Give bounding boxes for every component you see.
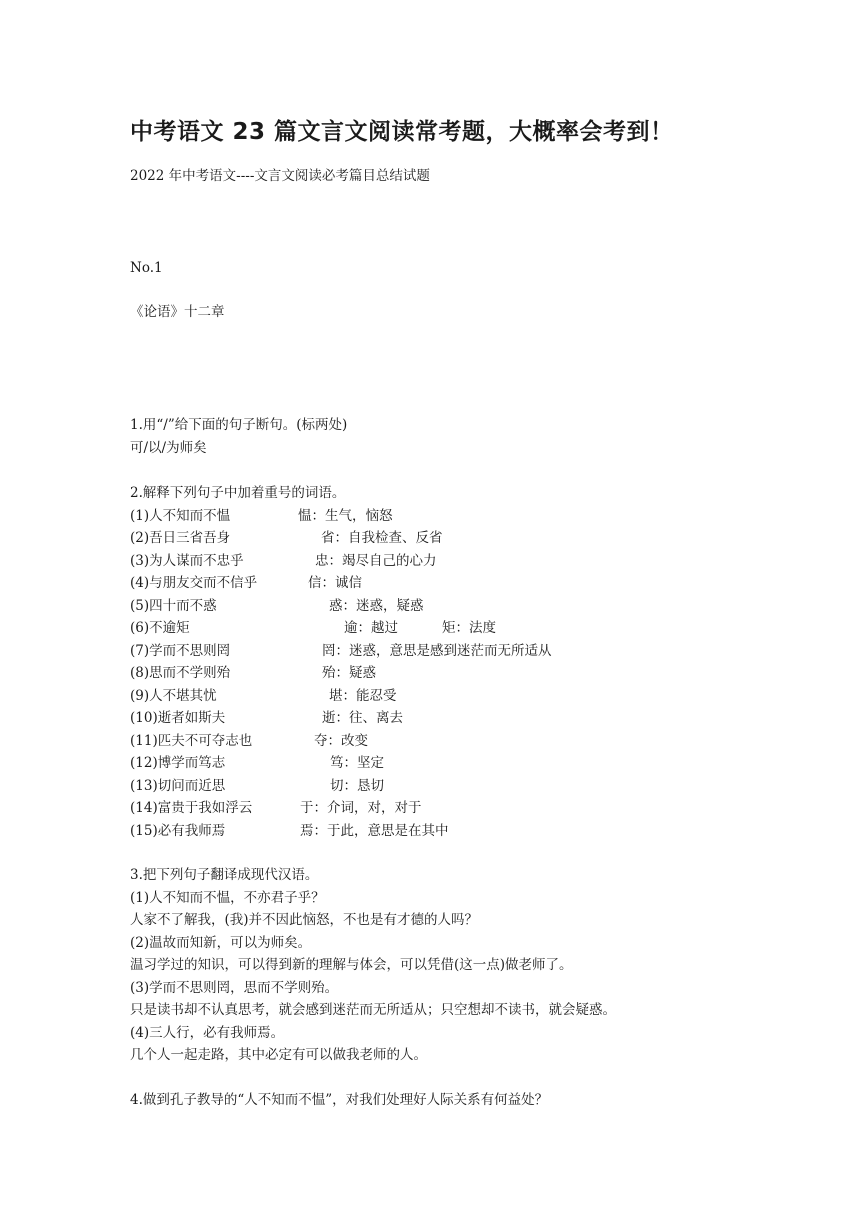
- section-title: 《论语》十二章: [130, 304, 225, 320]
- gloss-sentence: (15)必有我师焉: [130, 822, 226, 839]
- gloss-sentence: (2)吾日三省吾身: [130, 530, 231, 546]
- gloss-row: [130, 797, 422, 820]
- gloss-meaning: 逝：往、离去: [322, 710, 403, 726]
- translation-line: (1)人不知而不愠，不亦君子乎？: [130, 889, 325, 906]
- translation-line: (4)三人行，必有我师焉。: [130, 1024, 285, 1041]
- gloss-meaning: 愠：生气，恼怒: [298, 507, 393, 524]
- gloss-meaning-secondary: 矩：法度: [442, 620, 496, 636]
- gloss-sentence: (12)博学而笃志: [130, 755, 226, 771]
- gloss-meaning: 惑：迷惑，疑惑: [329, 597, 424, 614]
- gloss-meaning: 殆：疑惑: [322, 665, 376, 681]
- gloss-meaning: 信：诚信: [308, 575, 362, 591]
- translation-line: 只是读书却不认真思考，就会感到迷茫而无所适从；只空想却不读书，就会疑惑。: [130, 1002, 616, 1018]
- gloss-sentence: (11)匹夫不可夺志也: [130, 732, 253, 749]
- gloss-meaning: 堪：能忍受: [329, 687, 397, 704]
- gloss-row: [130, 572, 362, 595]
- gloss-meaning: 焉：于此，意思是在其中: [300, 822, 449, 839]
- gloss-meaning: 罔：迷惑，意思是感到迷茫而无所适从: [322, 642, 552, 659]
- gloss-meaning: 笃：坚定: [330, 755, 384, 771]
- gloss-row: [130, 775, 384, 798]
- gloss-sentence: (8)思而不学则殆: [130, 665, 231, 681]
- translation-line: 人家不了解我，(我)并不因此恼怒，不也是有才德的人吗？: [130, 912, 479, 928]
- gloss-sentence: (3)为人谋而不忠乎: [130, 552, 244, 569]
- gloss-sentence: (13)切问而近思: [130, 777, 226, 794]
- question-4: [130, 1089, 548, 1112]
- gloss-sentence: (5)四十而不惑: [130, 597, 217, 614]
- section-number: No.1: [130, 260, 163, 276]
- gloss-row: [130, 707, 403, 730]
- gloss-row: [130, 505, 393, 528]
- gloss-row: [130, 730, 368, 753]
- document-title: 中考语文 23 篇文言文阅读常考题，大概率会考到！: [130, 119, 674, 145]
- gloss-row: [130, 752, 384, 775]
- gloss-meaning: 逾：越过: [344, 620, 398, 636]
- gloss-meaning: 省：自我检查、反省: [321, 530, 443, 546]
- gloss-row: [130, 820, 449, 843]
- gloss-sentence: (9)人不堪其忧: [130, 687, 217, 704]
- translation-line: (3)学而不思则罔，思而不学则殆。: [130, 979, 339, 996]
- gloss-meaning: 于：介词，对，对于: [300, 800, 422, 816]
- question-3-prompt: 3.把下列句子翻译成现代汉语。: [130, 867, 319, 883]
- gloss-sentence: (6)不逾矩: [130, 620, 190, 636]
- question-1: [130, 414, 347, 459]
- translation-line: 温习学过的知识，可以得到新的理解与体会，可以凭借(这一点)做老师了。: [130, 957, 573, 973]
- gloss-row: [130, 685, 397, 708]
- gloss-sentence: (7)学而不思则罔: [130, 642, 231, 659]
- translation-line: 几个人一起走路，其中必定有可以做我老师的人。: [130, 1047, 427, 1063]
- gloss-meaning: 切：恳切: [330, 777, 384, 794]
- gloss-meaning: 忠：竭尽自己的心力: [315, 552, 437, 569]
- gloss-row: [130, 527, 443, 550]
- question-3: [130, 864, 616, 1067]
- gloss-row: [130, 617, 496, 640]
- question-1-answer: 可/以/为师矣: [130, 439, 207, 456]
- question-4-prompt: 4.做到孔子教导的“人不知而不愠”，对我们处理好人际关系有何益处？: [130, 1092, 549, 1108]
- question-2: [130, 482, 552, 842]
- gloss-row: [130, 640, 552, 663]
- gloss-sentence: (10)逝者如斯夫: [130, 710, 226, 726]
- gloss-row: [130, 662, 376, 685]
- gloss-sentence: (1)人不知而不愠: [130, 507, 231, 524]
- gloss-meaning: 夺：改变: [314, 732, 368, 749]
- question-1-prompt: 1.用“/”给下面的句子断句。(标两处): [130, 417, 348, 433]
- question-2-prompt: 2.解释下列句子中加着重号的词语。: [130, 485, 346, 501]
- gloss-row: [130, 595, 424, 618]
- gloss-row: [130, 550, 437, 573]
- gloss-sentence: (14)富贵于我如浮云: [130, 800, 253, 816]
- gloss-sentence: (4)与朋友交而不信乎: [130, 575, 258, 591]
- document-subtitle: 2022 年中考语文----文言文阅读必考篇目总结试题: [130, 168, 430, 184]
- translation-line: (2)温故而知新，可以为师矣。: [130, 934, 312, 951]
